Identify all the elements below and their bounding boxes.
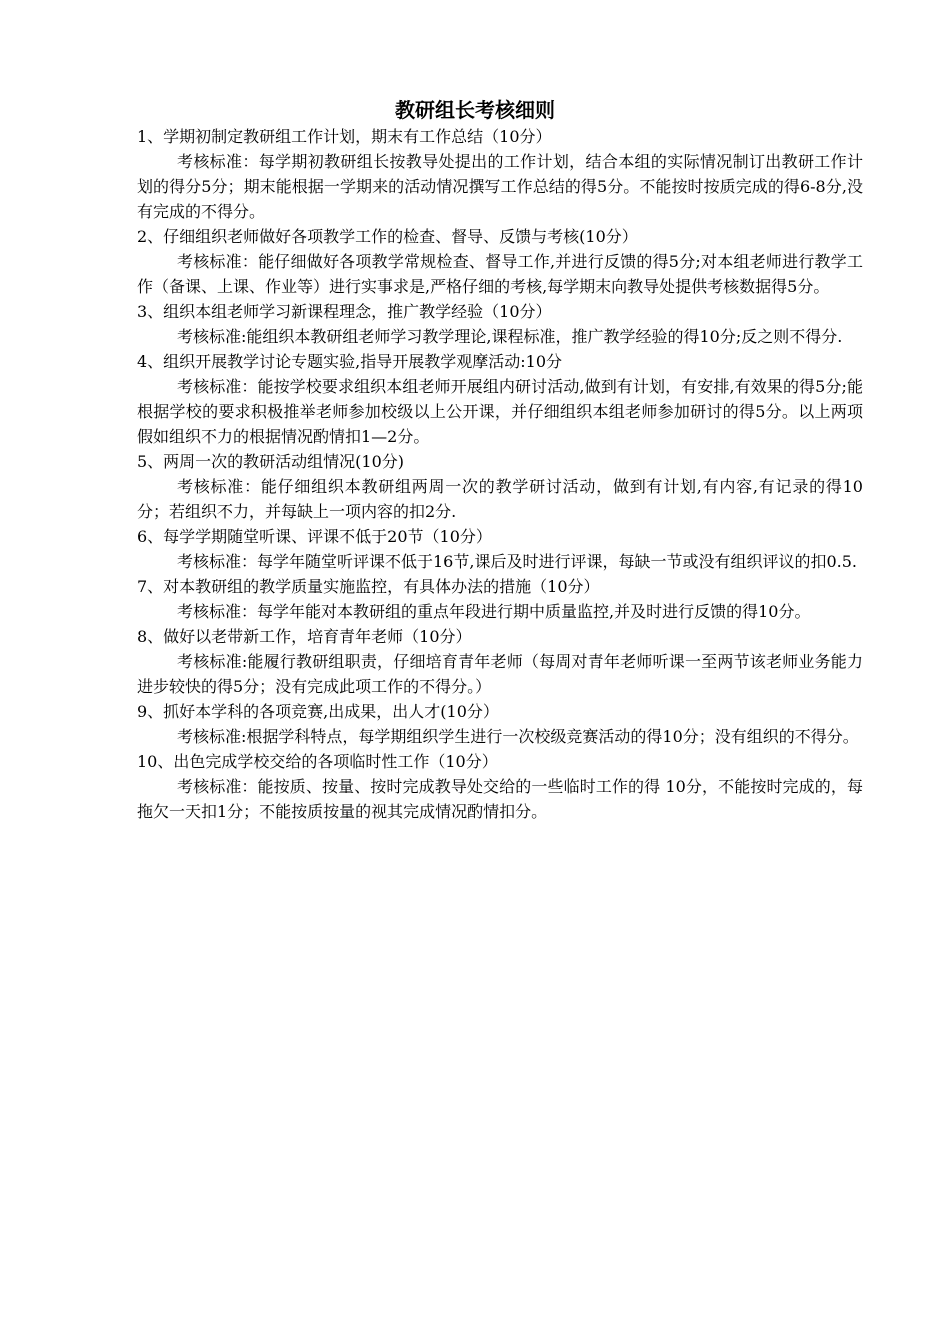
criteria-heading: 3、组织本组老师学习新课程理念，推广教学经验（10分）	[137, 302, 552, 321]
criteria-standard: 考核标准：每学年随堂听评课不低于16节,课后及时进行评课，每缺一节或没有组织评议的扣0.5.	[177, 552, 857, 571]
criteria-item-5	[137, 449, 863, 524]
criteria-standard: 考核标准：能仔细组织本教研组两周一次的教学研讨活动，做到有计划,有内容,有记录的得10分；若组织不力，并每缺上一项内容的扣2分.	[137, 477, 863, 521]
criteria-standard: 考核标准：每学期初教研组长按教导处提出的工作计划，结合本组的实际情况制订出教研工作计划的得分5分；期末能根据一学期来的活动情况撰写工作总结的得5分。不能按时按质完成的得6-8分,没有完成的不得分。	[137, 152, 863, 221]
criteria-standard: 考核标准:能组织本教研组老师学习教学理论,课程标准，推广教学经验的得10分;反之则不得分.	[177, 327, 843, 346]
criteria-item-4	[137, 349, 863, 449]
document-title: 教研组长考核细则	[395, 98, 555, 122]
criteria-item-8	[137, 624, 863, 699]
criteria-item-2	[137, 224, 863, 299]
criteria-heading: 6、每学学期随堂听课、评课不低于20节（10分）	[137, 527, 492, 546]
criteria-heading: 9、抓好本学科的各项竞赛,出成果，出人才(10分）	[137, 702, 499, 721]
criteria-heading: 10、出色完成学校交给的各项临时性工作（10分）	[137, 752, 498, 771]
criteria-standard: 考核标准：能仔细做好各项教学常规检查、督导工作,并进行反馈的得5分;对本组老师进行教学工作（备课、上课、作业等）进行实事求是,严格仔细的考核,每学期末向教导处提供考核数据得5分。	[137, 252, 863, 296]
criteria-standard: 考核标准:能履行教研组职责，仔细培育青年老师（每周对青年老师听课一至两节该老师业务能力进步较快的得5分；没有完成此项工作的不得分。）	[137, 652, 863, 696]
criteria-heading: 1、学期初制定教研组工作计划，期末有工作总结（10分）	[137, 127, 552, 146]
criteria-item-3	[137, 299, 863, 349]
criteria-item-6	[137, 524, 863, 574]
criteria-item-9	[137, 699, 863, 749]
document-body	[137, 124, 863, 824]
criteria-standard: 考核标准：每学年能对本教研组的重点年段进行期中质量监控,并及时进行反馈的得10分。	[177, 602, 811, 621]
criteria-item-1	[137, 124, 863, 224]
criteria-heading: 4、组织开展教学讨论专题实验,指导开展教学观摩活动:10分	[137, 352, 563, 371]
criteria-item-7	[137, 574, 863, 624]
criteria-heading: 8、做好以老带新工作，培育青年老师（10分）	[137, 627, 472, 646]
criteria-standard: 考核标准:根据学科特点，每学期组织学生进行一次校级竞赛活动的得10分；没有组织的不得分。	[177, 727, 859, 746]
criteria-item-10	[137, 749, 863, 824]
criteria-heading: 5、两周一次的教研活动组情况(10分)	[137, 452, 405, 471]
criteria-standard: 考核标准：能按质、按量、按时完成教导处交给的一些临时工作的得 10分，不能按时完成的，每拖欠一天扣1分；不能按质按量的视其完成情况酌情扣分。	[137, 777, 863, 821]
criteria-heading: 7、对本教研组的教学质量实施监控，有具体办法的措施（10分）	[137, 577, 600, 596]
criteria-heading: 2、仔细组织老师做好各项教学工作的检查、督导、反馈与考核(10分）	[137, 227, 638, 246]
criteria-standard: 考核标准：能按学校要求组织本组老师开展组内研讨活动,做到有计划，有安排,有效果的得5分;能根据学校的要求积极推举老师参加校级以上公开课，并仔细组织本组老师参加研讨的得5分。以上两项假如组织不力的根据情况酌情扣1—2分。	[137, 377, 863, 446]
